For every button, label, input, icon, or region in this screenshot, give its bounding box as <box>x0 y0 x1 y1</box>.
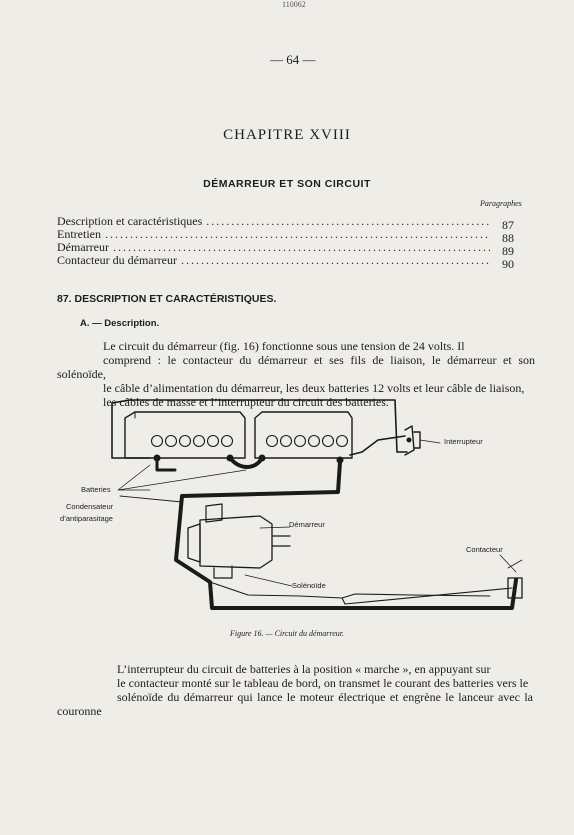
label-contacteur: Contacteur <box>466 545 503 554</box>
toc-paragraph-number: 89 <box>502 244 514 258</box>
toc-label: Démarreur <box>57 240 109 254</box>
caption-number: Figure 16. <box>229 629 264 638</box>
toc-paragraph-number: 90 <box>502 257 514 271</box>
paragraph-line: les câbles de masse et l’interrupteur du circuit des batteries. <box>103 395 389 409</box>
paragraphes-label: Paragraphes <box>480 199 522 208</box>
toc-label: Description et caractéristiques <box>57 214 203 228</box>
label-interrupteur: Interrupteur <box>444 437 483 446</box>
page-stamp: 110062 <box>282 0 306 9</box>
section-subheading: A. — Description. <box>80 318 160 329</box>
chapter-title: CHAPITRE XVIII <box>223 127 351 143</box>
paragraph-line: solénoïde du démarreur qui lance le moteur électrique et engrène le lanceur avec la couronne <box>57 690 533 718</box>
paragraph-line: L’interrupteur du circuit de batteries à la position « marche », en appuyant sur <box>117 662 491 676</box>
figure-caption <box>0 629 574 638</box>
label-antiparasitage: d’antiparasitage <box>60 514 113 523</box>
label-demarreur: Démarreur <box>289 520 325 529</box>
paragraph-line: le câble d’alimentation du démarreur, les deux batteries 12 volts et leur câble de liaison, <box>103 381 525 395</box>
toc-paragraph-number: 87 <box>502 218 514 232</box>
page-number: — 64 — <box>270 52 316 67</box>
label-condensateur: Condensateur <box>66 502 114 511</box>
caption-text: — Circuit du démarreur. <box>265 629 344 638</box>
paragraph-line: comprend : le contacteur du démarreur et ses fils de liaison, le démarreur et son solénoïde, <box>57 353 535 381</box>
paragraph-line: le contacteur monté sur le tableau de bord, on transmet le courant des batteries vers le <box>117 676 529 690</box>
operation-paragraph <box>57 662 533 718</box>
section-heading: 87. DESCRIPTION ET CARACTÉRISTIQUES. <box>57 293 277 305</box>
toc-label: Contacteur du démarreur <box>57 253 177 267</box>
label-solenoide: Solénoïde <box>292 581 326 590</box>
paragraph-line: Le circuit du démarreur (fig. 16) fonctionne sous une tension de 24 volts. Il <box>103 339 465 353</box>
toc-label: Entretien <box>57 227 101 241</box>
toc-paragraph-number: 88 <box>502 231 514 245</box>
chapter-subtitle: DÉMARREUR ET SON CIRCUIT <box>203 178 371 190</box>
label-batteries: Batteries <box>81 485 111 494</box>
